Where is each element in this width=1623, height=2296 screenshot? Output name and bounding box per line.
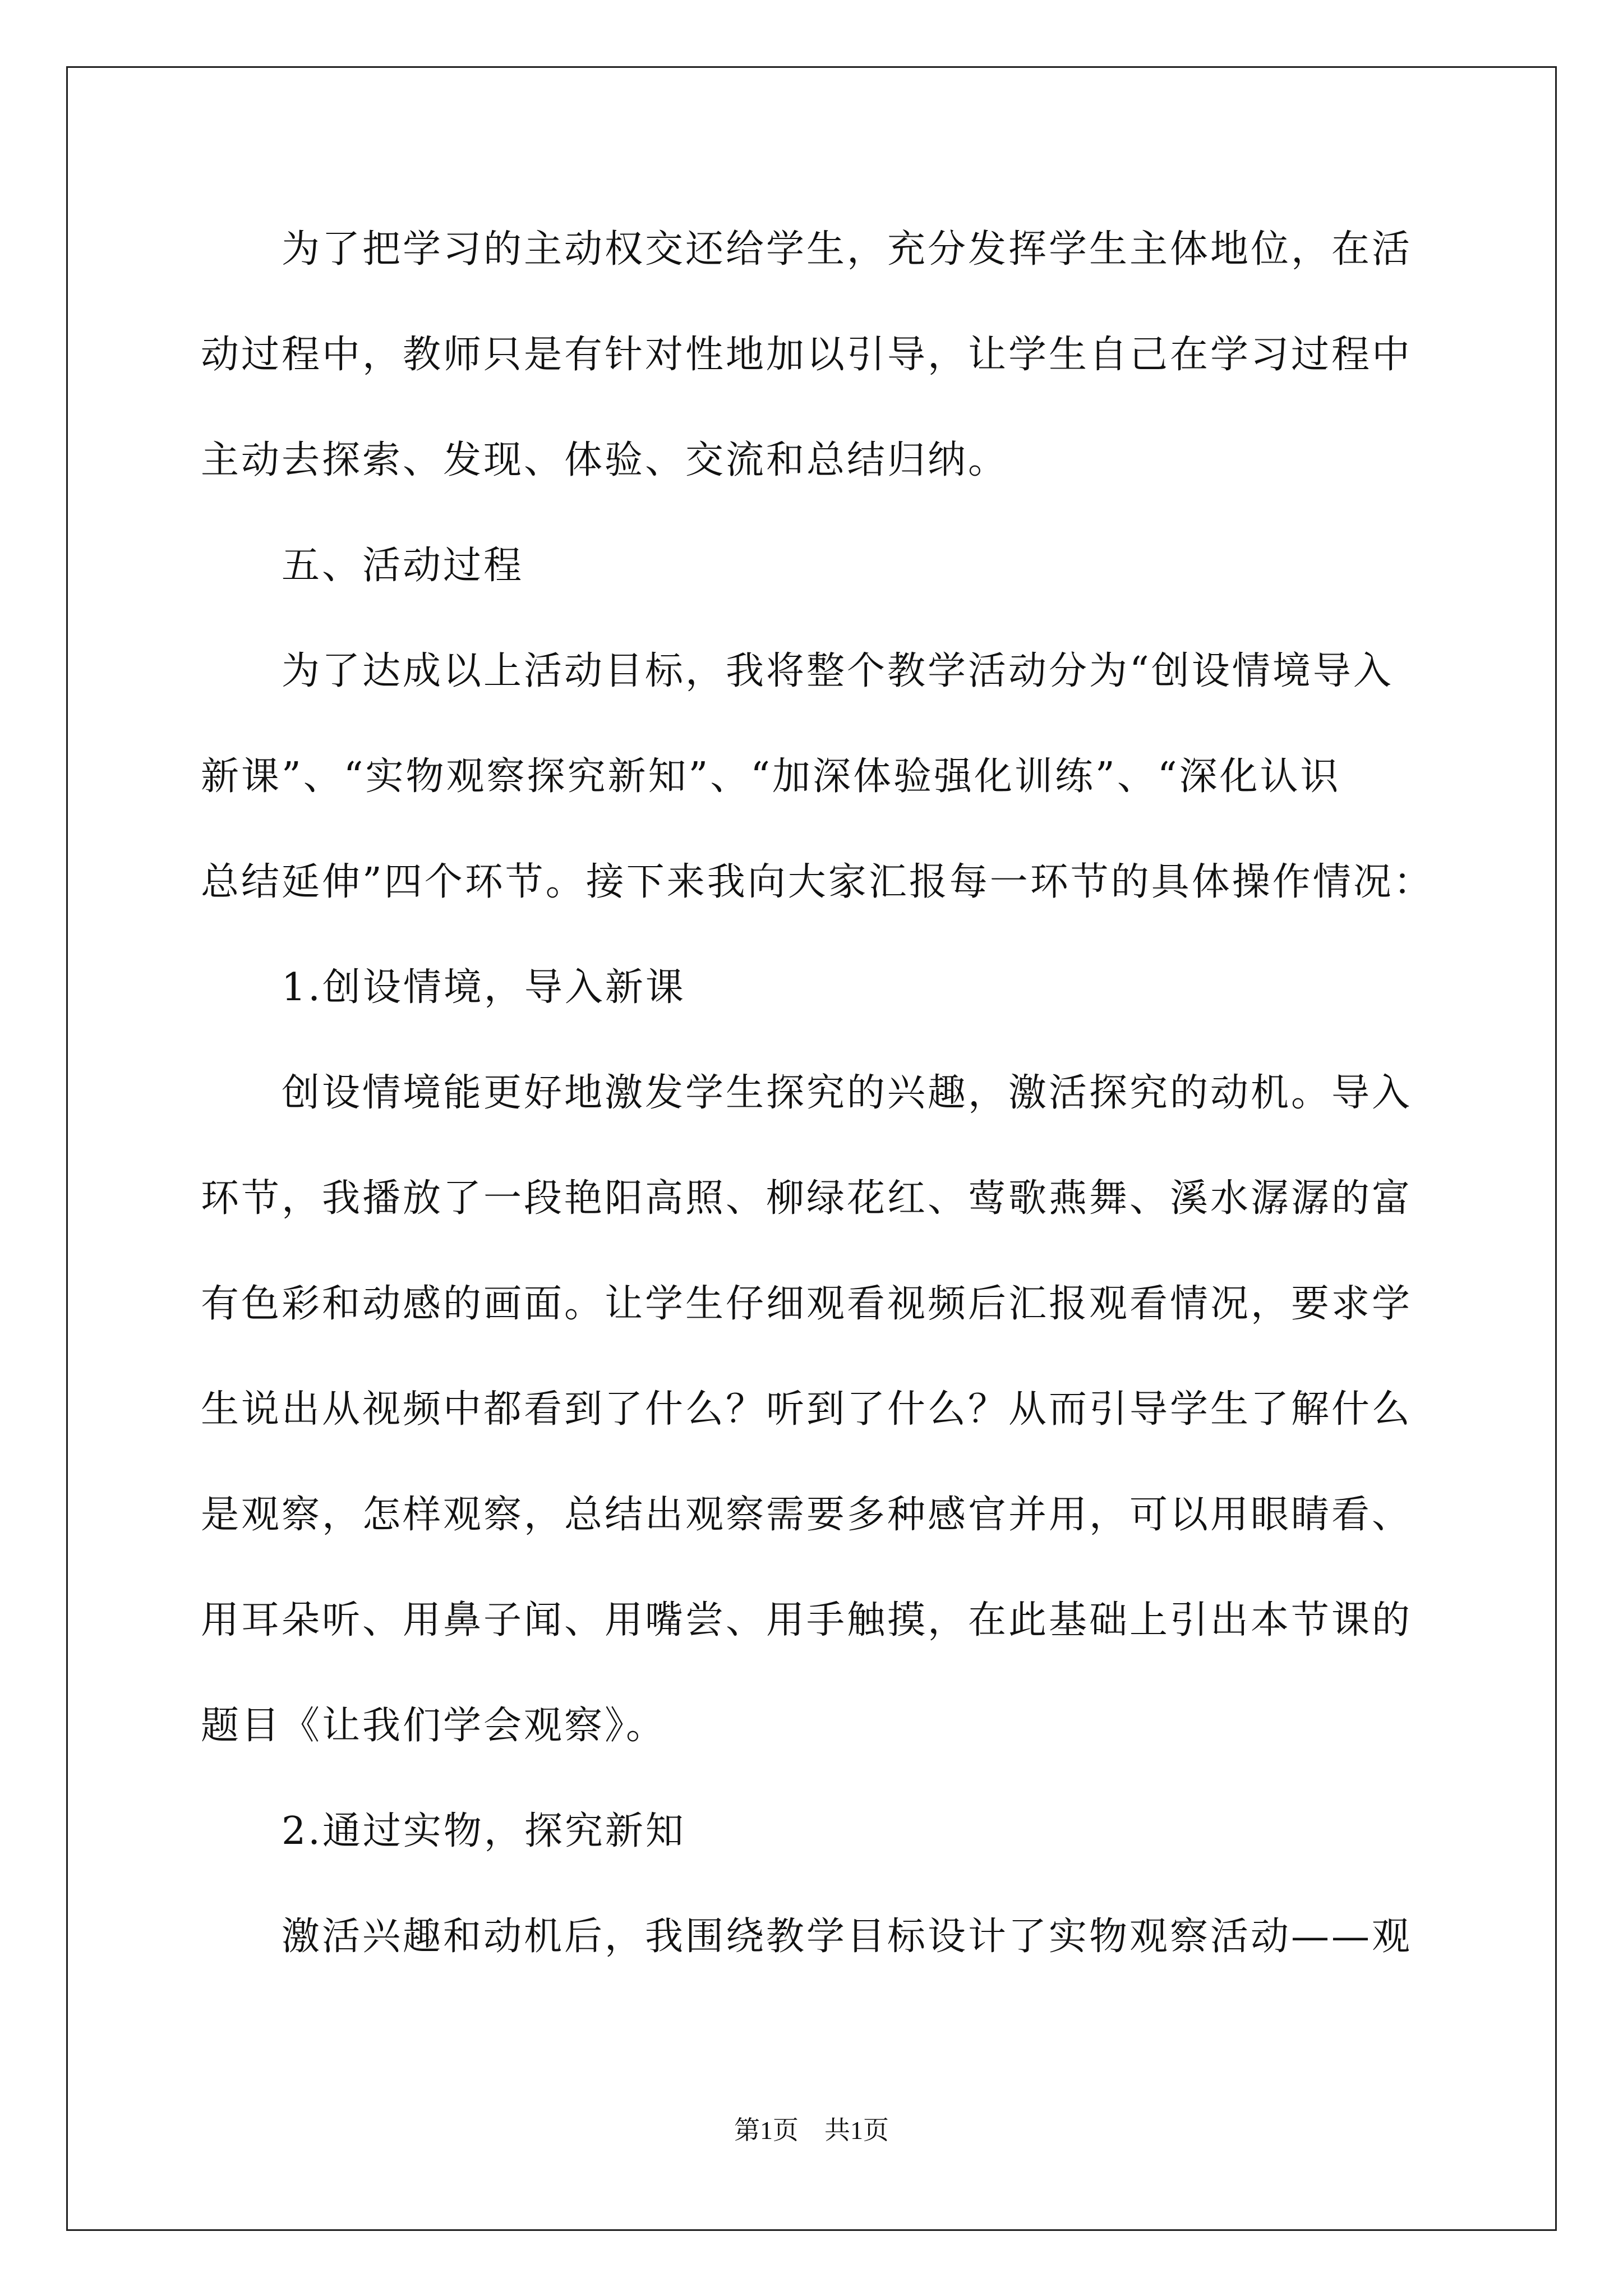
text-line: 是观察，怎样观察，总结出观察需要多种感官并用，可以用眼睛看、 <box>201 1493 1413 1537</box>
text-line: 动过程中，教师只是有针对性地加以引导，让学生自己在学习过程中 <box>201 333 1413 377</box>
subsection-heading: 2.通过实物，探究新知 <box>201 1809 686 1853</box>
text-line: 用耳朵听、用鼻子闻、用嘴尝、用手触摸，在此基础上引出本节课的 <box>201 1598 1413 1642</box>
subsection-heading: 1.创设情境，导入新课 <box>201 965 686 1010</box>
text-line: 题目《让我们学会观察》。 <box>201 1704 667 1748</box>
text-line: 生说出从视频中都看到了什么？听到了什么？从而引导学生了解什么 <box>201 1387 1413 1432</box>
text-line: 为了达成以上活动目标，我将整个教学活动分为“创设情境导入 <box>201 649 1394 693</box>
text-line: 为了把学习的主动权交还给学生，充分发挥学生主体地位，在活 <box>201 227 1413 272</box>
text-line: 创设情境能更好地激发学生探究的兴趣，激活探究的动机。导入 <box>201 1071 1413 1115</box>
text-line: 激活兴趣和动机后，我围绕教学目标设计了实物观察活动——观 <box>201 1915 1413 1959</box>
page-border <box>66 66 1557 2231</box>
section-heading: 五、活动过程 <box>201 544 524 588</box>
text-line: 新课”、“实物观察探究新知”、“加深体验强化训练”、“深化认识 <box>201 754 1341 799</box>
text-line: 有色彩和动感的画面。让学生仔细观看视频后汇报观看情况，要求学 <box>201 1282 1413 1326</box>
page-footer: 第1页 共1页 <box>734 2116 889 2145</box>
text-line: 环节，我播放了一段艳阳高照、柳绿花红、莺歌燕舞、溪水潺潺的富 <box>201 1176 1413 1221</box>
text-line: 主动去探索、发现、体验、交流和总结归纳。 <box>201 438 1009 482</box>
text-line: 总结延伸”四个环节。接下来我向大家汇报每一环节的具体操作情况： <box>201 860 1434 904</box>
